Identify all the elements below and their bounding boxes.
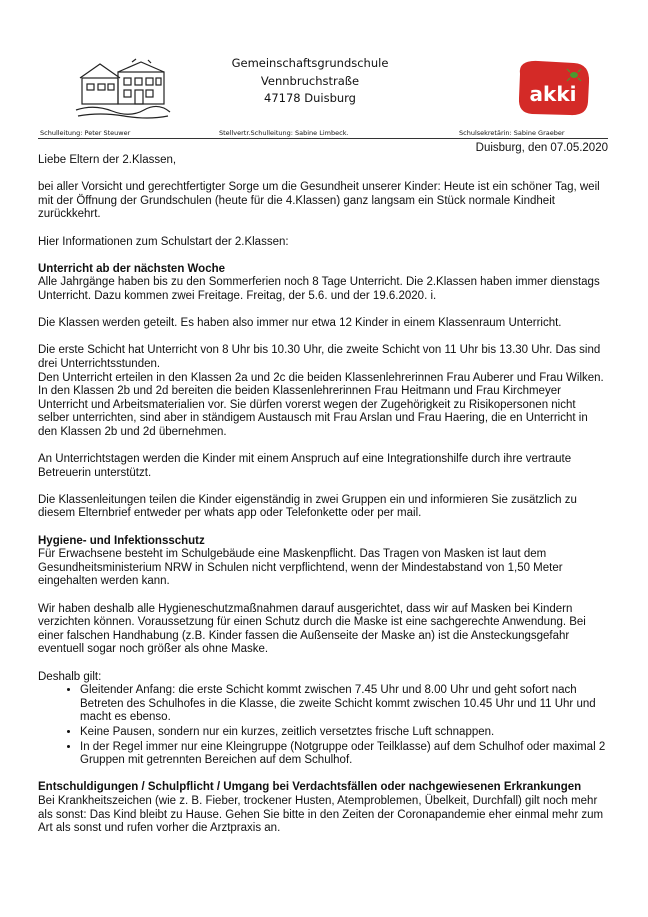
principal-name: Schulleitung: Peter Steuwer xyxy=(40,129,131,137)
secretary-name: Schulsekretärin: Sabine Graeber xyxy=(459,129,565,137)
section-heading-lessons: Unterricht ab der nächsten Woche xyxy=(38,262,226,275)
paragraph: Wir haben deshalb alle Hygieneschutzmaßnahmen darauf ausgerichtet, dass wir auf Masken bei Kindern verzichten können. Voraussetzung für einen Schutz durch die Maske ist eine sachgerechte Anwendung. Bei einer falschen Handhabung (z.B. Kinder fassen die Außenseite der Maske an) ist die Ansteckungsgefahr eventuell sogar noch größer als ohne Maske. xyxy=(38,602,586,656)
paragraph: Die Klassen werden geteilt. Es haben also immer nur etwa 12 Kinder in einem Klassenraum Unterricht. xyxy=(38,317,562,330)
letter-date: Duisburg, den 07.05.2020 xyxy=(475,142,608,154)
akki-logo-text: akki xyxy=(529,82,577,106)
paragraph: Für Erwachsene besteht im Schulgebäude eine Maskenpflicht. Das Tragen von Masken ist laut dem Gesundheitsministerium NRW in Schulen nicht verpflichtend, wenn der Mindestabstand von 1,50 Meter eingehalten werden kann. xyxy=(38,548,563,588)
school-name: Gemeinschaftsgrundschule xyxy=(231,56,389,70)
paragraph: Bei Krankheitszeichen (wie z. B. Fieber, trockener Husten, Atemproblemen, Übelkeit, Durchfall) gilt noch mehr als sonst: Das Kind bleibt zu Hause. Gehen Sie bitte in den Zeiten der Coronapandemie eher einmal mehr zum Art als sonst und rufen vorher die Arztpraxis an. xyxy=(38,794,604,835)
section-heading-sickness: Entschuldigungen / Schulpflicht / Umgang bei Verdachtsfällen oder nachgewiesenen Erkrankungen xyxy=(38,781,582,794)
hygiene-rules-list xyxy=(38,684,610,768)
list-intro: Deshalb gilt: xyxy=(38,670,102,683)
list-item: • Keine Pausen, sondern nur ein kurzes, zeitlich versetztes frische Luft schnappen. xyxy=(80,726,610,740)
school-address-block xyxy=(180,55,440,108)
paragraph: Die erste Schicht hat Unterricht von 8 Uhr bis 10.30 Uhr, die zweite Schicht von 11 Uhr bis 13.30 Uhr. Das sind drei Unterrichtsstunden. xyxy=(38,344,601,370)
list-item: • In der Regel immer nur eine Kleingruppe (Notgruppe oder Teilklasse) auf dem Schulhof oder maximal 2 Gruppen mit getrennten Bereichen auf dem Schulhof. xyxy=(80,741,610,768)
school-street: Vennbruchstraße xyxy=(260,73,360,88)
paragraph: Den Unterricht erteilen in den Klassen 2a und 2c die beiden Klassenlehrerinnen Frau Auberer und Frau Wilken. In den Klassen 2b und 2d bereiten die beiden Klassenlehrerinnen Frau Heitmann und Frau Kirchmeyer Unterricht und Arbeitsmaterialien vor. Sie dürfen vorerst wegen der Zugehörigkeit zu Risikopersonen nicht selber unterrichten, sind aber in ständigem Austausch mit Frau Arslan und Frau Haering, die en Unterricht in den Klassen 2b und 2d übernehmen. xyxy=(38,371,604,438)
info-line: Hier Informationen zum Schulstart der 2.Klassen: xyxy=(38,235,289,248)
section-heading-hygiene: Hygiene- und Infektionsschutz xyxy=(38,534,205,547)
paragraph: An Unterrichtstagen werden die Kinder mit einem Anspruch auf eine Integrationshilfe durch ihre vertraute Betreuerin unterstützt. xyxy=(38,453,572,479)
header-divider xyxy=(38,138,608,139)
intro-paragraph: bei aller Vorsicht und gerechtfertigter Sorge um die Gesundheit unserer Kinder: Heute ist ein schöner Tag, weil mit der Öffnung der Grundschulen (heute für die 4.Klassen) ganz langsam ein Stück normale Kindheit zurückkehrt. xyxy=(38,181,600,221)
school-building-logo xyxy=(74,58,172,120)
paragraph: Alle Jahrgänge haben bis zu den Sommerferien noch 8 Tage Unterricht. Die 2.Klassen haben immer dienstags Unterricht. Dazu kommen zwei Freitage. Freitag, der 5.6. und der 19.6.2020. i. xyxy=(38,276,600,302)
salutation: Liebe Eltern der 2.Klassen, xyxy=(38,154,177,166)
paragraph: Die Klassenleitungen teilen die Kinder eigenständig in zwei Gruppen ein und informieren Sie zusätzlich zu diesem Elternbrief entweder per whats app oder Telefonkette oder per mail. xyxy=(38,493,577,520)
akki-logo xyxy=(514,58,592,118)
letter-body xyxy=(38,154,610,849)
deputy-principal-name: Stellvertr.Schulleitung: Sabine Limbeck. xyxy=(219,129,349,137)
school-city: 47178 Duisburg xyxy=(264,91,356,105)
list-item: • Gleitender Anfang: die erste Schicht kommt zwischen 7.45 Uhr und 8.00 Uhr und geht sofort nach Betreten des Schulhofes in die Klasse, die zweite Schicht kommt zwischen 10.45 Uhr und 11 Uhr und macht es ebenso. xyxy=(80,684,610,725)
